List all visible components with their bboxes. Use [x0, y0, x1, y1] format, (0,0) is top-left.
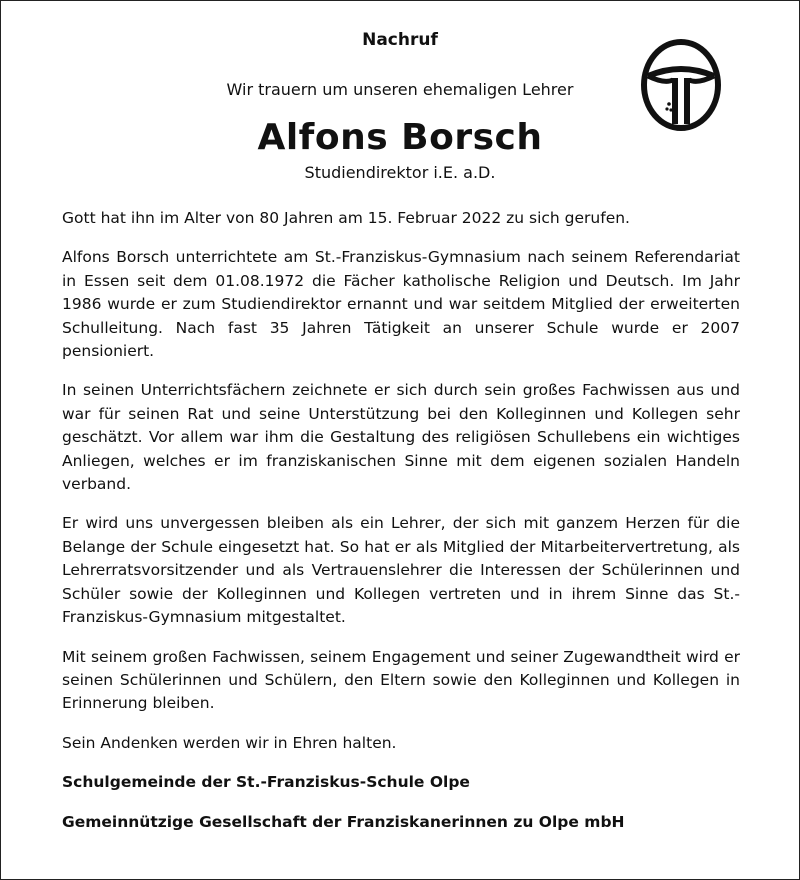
signature-franciscan-society: Gemeinnützige Gesellschaft der Franziskanerinnen zu Olpe mbH — [62, 812, 625, 831]
paragraph-teaching: In seinen Unterrichtsfächern zeichnete er sich durch sein großes Fachwissen aus und war für seinen Rat und seine Unterstützung bei den Kolleginnen und Kollegen sehr geschätzt. Vor allem war ihm die Gestaltung des religiösen Schullebens ein wichtiges Anliegen, welches er im franziskanischen Sinne mit dem eigenen sozialen Handeln verband. — [62, 381, 740, 494]
paragraph-death: Gott hat ihn im Alter von 80 Jahren am 15. Februar 2022 zu sich gerufen. — [62, 209, 630, 227]
paragraph-remembrance: Mit seinem großen Fachwissen, seinem Engagement und seiner Zugewandtheit wird er seinen Schülerinnen und Schülern, den Eltern sowie den Kolleginnen und Kollegen in Erinnerung bleiben. — [62, 647, 740, 713]
notice-heading: Nachruf — [362, 30, 438, 50]
franciscan-tau-emblem-icon — [640, 38, 722, 132]
deceased-name: Alfons Borsch — [257, 117, 543, 158]
notice-body — [62, 207, 740, 850]
intro-line: Wir trauern um unseren ehemaligen Lehrer — [226, 80, 574, 99]
paragraph-commitment: Er wird uns unvergessen bleiben als ein Lehrer, der sich mit ganzem Herzen für die Belange der Schule eingesetzt hat. So hat er als Mitglied der Mitarbeitervertretung, als Lehrerratsvorsitzender und als Vertrauenslehrer die Interessen der Schülerinnen und Schüler sowie der Kolleginnen und Kollegen vertreten und in ihrem Sinne das St.-Franziskus-Gymnasium mitgestaltet. — [62, 514, 740, 627]
deceased-title: Studiendirektor i.E. a.D. — [304, 163, 496, 182]
paragraph-closing: Sein Andenken werden wir in Ehren halten. — [62, 733, 397, 752]
paragraph-career: Alfons Borsch unterrichtete am St.-Franziskus-Gymnasium nach seinem Referendariat in Essen seit dem 01.08.1972 die Fächer katholische Religion und Deutsch. Im Jahr 1986 wurde er zum Studiendirektor ernannt und war seitdem Mitglied der erweiterten Schulleitung. Nach fast 35 Jahren Tätigkeit an unserer Schule wurde er 2007 pensioniert. — [62, 248, 740, 361]
signature-school-community: Schulgemeinde der St.-Franziskus-Schule Olpe — [62, 773, 470, 792]
